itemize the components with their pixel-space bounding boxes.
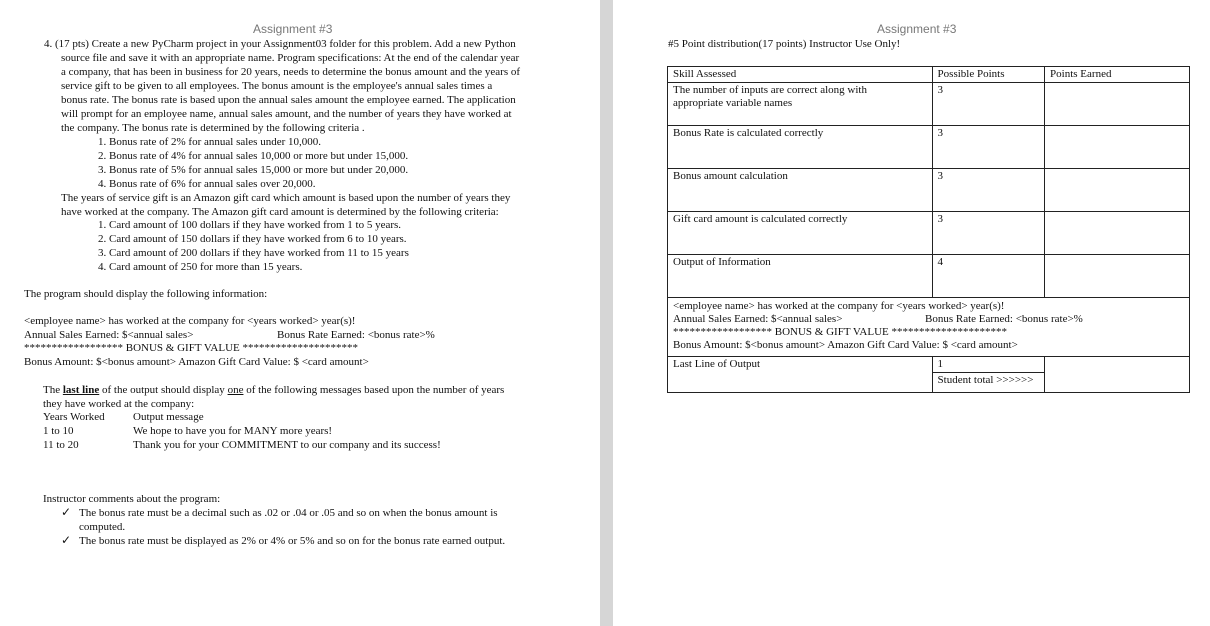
page-header: Assignment #3 bbox=[877, 22, 957, 36]
q4-line: will prompt for an employee name, annual sales amount, and the number of years they have worked at bbox=[61, 108, 512, 120]
skill-cell: Gift card amount is calculated correctly bbox=[668, 212, 933, 255]
output-message: Thank you for your COMMITMENT to our company and its success! bbox=[133, 439, 441, 451]
text-run: last line bbox=[62, 384, 100, 396]
q4-line: a company, that has been in business for 20 years, needs to determine the bonus amount and the years of bbox=[61, 66, 521, 78]
points-earned-cell[interactable] bbox=[1045, 169, 1190, 212]
gift-criterion: 1. Card amount of 100 dollars if they have worked from 1 to 5 years. bbox=[98, 219, 402, 231]
table-header-row bbox=[668, 67, 1190, 83]
point-distribution-title: #5 Point distribution(17 points) Instructor Use Only! bbox=[668, 38, 901, 50]
gift-criterion: 2. Card amount of 150 dollars if they have worked from 6 to 10 years. bbox=[98, 233, 407, 245]
skill-cell: Bonus amount calculation bbox=[668, 169, 933, 212]
points-earned-cell[interactable] bbox=[1045, 255, 1190, 298]
possible-points-cell: 1 bbox=[932, 357, 1045, 373]
output-line: Bonus Rate Earned: <bonus rate>% bbox=[925, 313, 1083, 325]
gift-intro-line: The years of service gift is an Amazon gift card which amount is based upon the number of years they bbox=[61, 192, 511, 204]
table-row bbox=[668, 357, 1190, 373]
skill-cell: Bonus Rate is calculated correctly bbox=[668, 126, 933, 169]
display-heading: The program should display the following information: bbox=[24, 288, 268, 300]
instructor-comment: The bonus rate must be a decimal such as .02 or .04 or .05 and so on when the bonus amount is bbox=[79, 507, 498, 519]
points-earned-cell[interactable] bbox=[1045, 212, 1190, 255]
output-message-header: Output message bbox=[133, 411, 204, 423]
output-line: <employee name> has worked at the company for <years worked> year(s)! bbox=[673, 300, 1005, 312]
possible-points-cell: 3 bbox=[932, 212, 1045, 255]
output-message: We hope to have you for MANY more years! bbox=[133, 425, 333, 437]
skill-text: The number of inputs are correct along with bbox=[673, 84, 867, 96]
page-header: Assignment #3 bbox=[253, 22, 333, 36]
output-line: Bonus Amount: $<bonus amount> Amazon Gift Card Value: $ <card amount> bbox=[673, 339, 1018, 351]
right-page bbox=[613, 0, 1210, 626]
table-row bbox=[668, 126, 1190, 169]
checkmark-icon: ✓ bbox=[61, 505, 72, 519]
possible-points-cell: 4 bbox=[932, 255, 1045, 298]
points-earned-cell[interactable] bbox=[1045, 83, 1190, 126]
table-row bbox=[668, 83, 1190, 126]
sample-output-cell bbox=[668, 298, 1190, 357]
q4-line: bonus rate. The bonus rate is based upon the annual sales amount the employee earned. The application bbox=[61, 94, 516, 106]
header-points-earned: Points Earned bbox=[1045, 67, 1190, 83]
q4-line: the company. The bonus rate is determined by the following criteria . bbox=[61, 122, 365, 134]
student-total-cell: Student total >>>>>> bbox=[932, 373, 1045, 393]
q4-line: service gift to be given to all employees. The bonus amount is the employee's annual sales times a bbox=[61, 80, 493, 92]
output-line: Bonus Rate Earned: <bonus rate>% bbox=[277, 329, 435, 341]
years-worked-header: Years Worked bbox=[43, 411, 105, 423]
table-row bbox=[668, 212, 1190, 255]
years-range: 11 to 20 bbox=[43, 439, 79, 451]
bonus-criterion: 4. Bonus rate of 6% for annual sales over 20,000. bbox=[98, 178, 316, 190]
table-row bbox=[668, 255, 1190, 298]
bonus-criterion: 1. Bonus rate of 2% for annual sales under 10,000. bbox=[98, 136, 322, 148]
gift-criterion: 3. Card amount of 200 dollars if they have worked from 11 to 15 years bbox=[98, 247, 409, 259]
instructor-comment: computed. bbox=[79, 521, 126, 533]
text-run: The bbox=[43, 384, 63, 396]
page-gutter bbox=[600, 0, 613, 626]
skill-cell bbox=[668, 83, 933, 126]
skill-cell: Output of Information bbox=[668, 255, 933, 298]
grading-table bbox=[667, 66, 1190, 393]
left-page bbox=[0, 0, 600, 626]
instructor-heading: Instructor comments about the program: bbox=[43, 493, 221, 505]
output-line: <employee name> has worked at the company for <years worked> year(s)! bbox=[24, 315, 356, 327]
q4-line: 4. (17 pts) Create a new PyCharm project in your Assignment03 folder for this problem. Add a new Python bbox=[44, 38, 516, 50]
output-line: Annual Sales Earned: $<annual sales> bbox=[673, 313, 843, 325]
possible-points-cell: 3 bbox=[932, 169, 1045, 212]
table-row bbox=[668, 169, 1190, 212]
gift-intro-line: have worked at the company. The Amazon gift card amount is determined by the following criteria: bbox=[61, 206, 499, 218]
years-range: 1 to 10 bbox=[43, 425, 74, 437]
output-line: ****************** BONUS & GIFT VALUE ********************* bbox=[24, 342, 358, 354]
last-line-intro bbox=[43, 384, 504, 398]
output-line: Annual Sales Earned: $<annual sales> bbox=[24, 329, 194, 341]
output-line: ****************** BONUS & GIFT VALUE ********************* bbox=[673, 326, 1007, 338]
text-run: one bbox=[227, 384, 244, 396]
last-line-intro: they have worked at the company: bbox=[43, 398, 195, 410]
sample-output-row bbox=[668, 298, 1190, 357]
skill-cell: Last Line of Output bbox=[668, 357, 933, 393]
gift-criterion: 4. Card amount of 250 for more than 15 years. bbox=[98, 261, 303, 273]
possible-points-cell: 3 bbox=[932, 126, 1045, 169]
q4-line: source file and save it with an appropriate name. Program specifications: At the end of the calendar year bbox=[61, 52, 520, 64]
header-possible-points: Possible Points bbox=[932, 67, 1045, 83]
header-skill: Skill Assessed bbox=[668, 67, 933, 83]
possible-points-cell: 3 bbox=[932, 83, 1045, 126]
points-earned-cell[interactable] bbox=[1045, 357, 1190, 393]
output-line: Bonus Amount: $<bonus amount> Amazon Gift Card Value: $ <card amount> bbox=[24, 356, 369, 368]
text-run: of the following messages based upon the number of years bbox=[243, 384, 505, 396]
skill-text: appropriate variable names bbox=[673, 97, 793, 109]
points-earned-cell[interactable] bbox=[1045, 126, 1190, 169]
instructor-comment: The bonus rate must be displayed as 2% or 4% or 5% and so on for the bonus rate earned output. bbox=[79, 535, 506, 547]
bonus-criterion: 2. Bonus rate of 4% for annual sales 10,000 or more but under 15,000. bbox=[98, 150, 409, 162]
sample-output-box bbox=[673, 299, 1184, 355]
bonus-criterion: 3. Bonus rate of 5% for annual sales 15,000 or more but under 20,000. bbox=[98, 164, 409, 176]
text-run: of the output should display bbox=[99, 384, 228, 396]
checkmark-icon: ✓ bbox=[61, 533, 72, 547]
